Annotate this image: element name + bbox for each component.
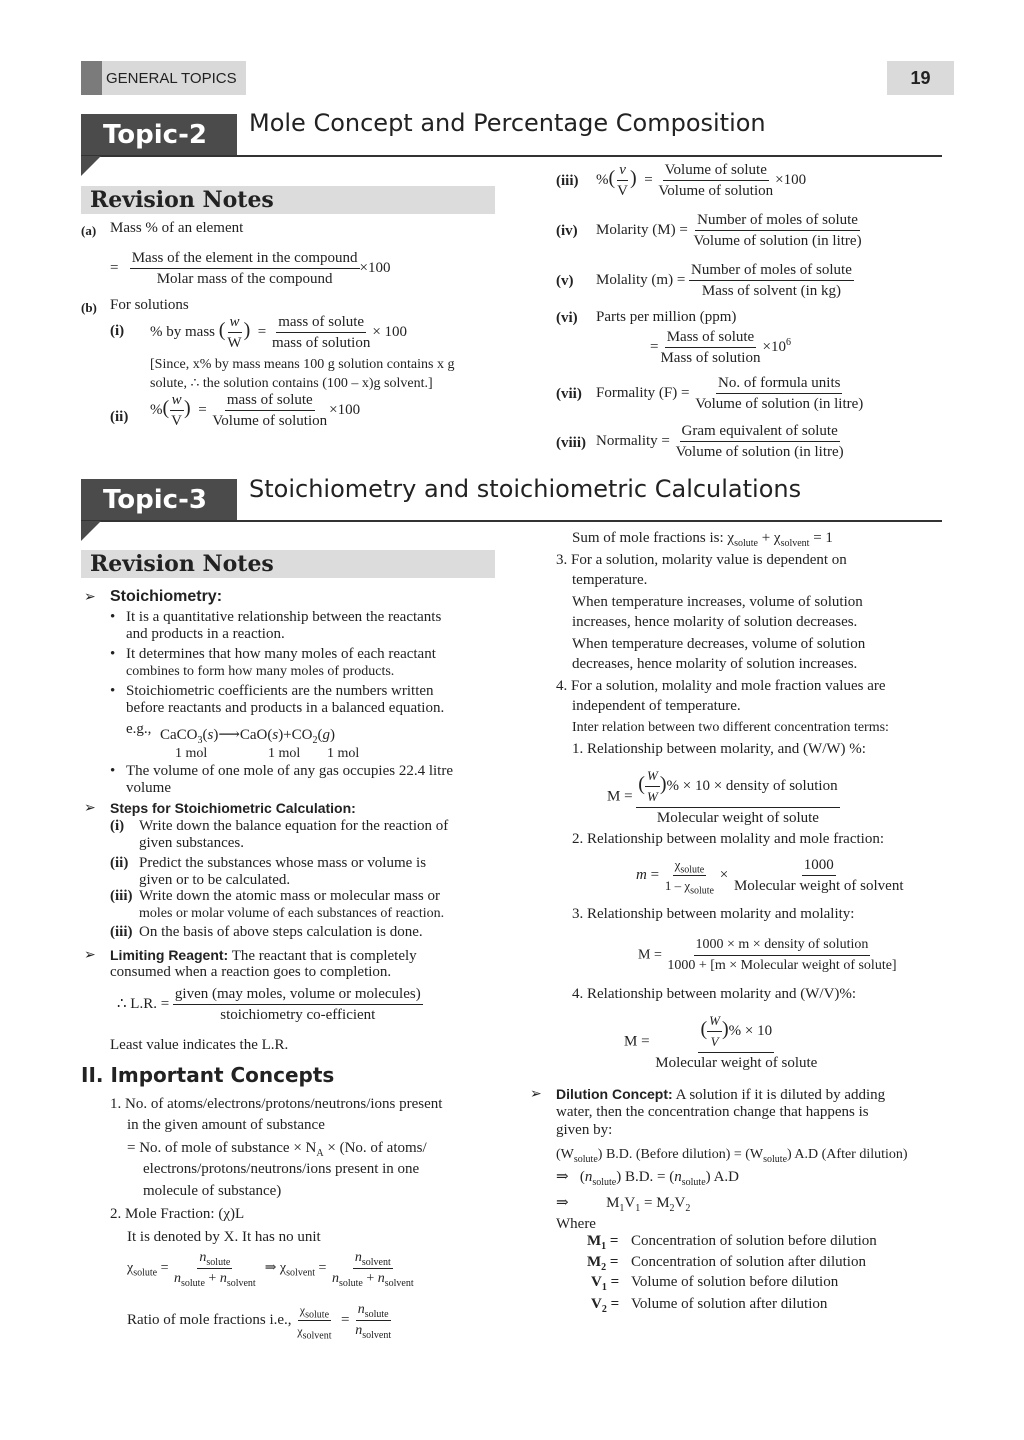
item-label: (vi) — [556, 310, 578, 326]
page-number: 19 — [887, 61, 954, 95]
lr-formula: ∴ L.R. = $\frac{\text{given (may moles, volume or molecules)}}{\text{stoichiometry co-efficient}}$ — [117, 986, 421, 1023]
item-label: (iii) — [556, 173, 579, 189]
bullet-icon: • — [110, 683, 116, 699]
definition-text: Concentration of solution before dilution — [631, 1233, 877, 1249]
molarity-formula: Molarity (M) = $\frac{\text{Number of moles of solute}}{\text{Volume of solution (in litre)}}$ — [596, 212, 862, 249]
step-text: Write down the balance equation for the reaction of — [139, 818, 449, 834]
bullet-text: It is a quantitative relationship between the reactants — [126, 609, 442, 625]
step-text: Predict the substances whose mass or volume is — [139, 855, 427, 871]
topic-2-label: Topic-2 — [81, 114, 237, 156]
arrow-bullet-icon: ➢ — [530, 1087, 542, 1102]
mole-fraction-formula: $\chi_{solute}$ = $\frac{n_{solute}}{n_{solute} + n_{solvent}}$ ⇒ $\chi_{solvent}$ = $\frac{n_{solvent}}{n_{solute} + n_{solvent}}$ — [127, 1250, 414, 1289]
definition-text: Volume of solution before dilution — [631, 1274, 839, 1290]
topic-3-label: Topic-3 — [81, 479, 237, 521]
mol-label: 1 mol — [268, 746, 301, 761]
relationship-heading: 2. Relationship between molality and mole fraction: — [572, 831, 885, 847]
steps-heading: Steps for Stoichiometric Calculation: — [110, 800, 356, 816]
molality-formula: Molality (m) = $\frac{\text{Number of moles of solute}}{\text{Mass of solvent (in kg)}}$ — [596, 262, 852, 299]
symbol-v1: $V_1$ = — [591, 1274, 620, 1293]
topic-2-corner — [81, 156, 101, 176]
topic-2-rule — [81, 155, 942, 157]
topic-3-title: Stoichiometry and stoichiometric Calculations — [249, 475, 802, 503]
ratio-formula: Ratio of mole fractions i.e., $\frac{\chi_{solute}}{\chi_{solvent}}$ = $\frac{n_{solute}}{n_{solvent}}$ — [127, 1302, 392, 1342]
concept-text: 2. Mole Fraction: (χ)L — [110, 1206, 245, 1222]
bullet-text: Stoichiometric coefficients are the numbers written — [126, 683, 434, 699]
dilution-text: given by: — [556, 1122, 613, 1138]
definition-text: Volume of solution after dilution — [631, 1296, 828, 1312]
step-text: On the basis of above steps calculation is done. — [139, 924, 423, 940]
item-label: (b) — [81, 300, 97, 315]
relationship-heading: 1. Relationship between molarity, and (W/W) %: — [572, 741, 866, 757]
limiting-reagent-text: Limiting Reagent: The reactant that is completely — [110, 947, 417, 964]
arrow-bullet-icon: ➢ — [84, 948, 96, 963]
mol-label: 1 mol — [175, 746, 208, 761]
step-label: (iii) — [110, 888, 133, 904]
point-text: temperature. — [572, 572, 648, 588]
revision-notes-heading: Revision Notes — [81, 186, 495, 214]
concept-text: electrons/protons/neutrons/ions present in one — [143, 1161, 420, 1177]
sum-mole-fractions: Sum of mole fractions is: $\chi_{solute} + \chi_{solvent} = 1$ — [572, 530, 833, 549]
dilution-text: Dilution Concept: A solution if it is diluted by adding — [556, 1086, 886, 1103]
bullet-text: It determines that how many moles of each reactant — [126, 646, 436, 662]
concept-text: 1. No. of atoms/electrons/protons/neutrons/ions present — [110, 1096, 443, 1112]
item-label: (iv) — [556, 223, 578, 239]
item-label: (i) — [110, 323, 125, 339]
section-title: GENERAL TOPICS — [106, 70, 237, 87]
point-text: decreases, hence molarity of solution increases. — [572, 656, 858, 672]
normality-formula: Normality = $\frac{\text{Gram equivalent of solute}}{\text{Volume of solution (in litre)}}$ — [596, 423, 844, 460]
ppm-text: Parts per million (ppm) — [596, 309, 737, 325]
definition-text: Concentration of solution after dilution — [631, 1254, 866, 1270]
concept-formula: = No. of mole of substance × $N_A \times (No$. of atoms/ — [127, 1140, 427, 1159]
mass-percent-text: Mass % of an element — [110, 220, 244, 236]
section-header — [81, 61, 246, 95]
step-label: (i) — [110, 818, 125, 834]
topic-3-rule — [81, 520, 942, 522]
since-note: solute, ∴ the solution contains (100 – x)g solvent.] — [150, 376, 433, 391]
step-label: (ii) — [110, 855, 129, 871]
ppm-formula: = $\frac{\text{Mass of solute}}{\text{Mass of solution}}$ $\times 10^6$ — [650, 329, 791, 366]
concept-text: It is denoted by X. It has no unit — [127, 1229, 321, 1245]
bullet-icon: • — [110, 609, 116, 625]
point-text: Inter relation between two different concentration terms: — [572, 720, 889, 735]
topic-3-corner — [81, 521, 101, 541]
mass-percent-formula: = $\frac{\text{Mass of the element in the compound}}{\text{Molar mass of the compound}}$ ×100 — [110, 250, 391, 287]
revision-notes-heading: Revision Notes — [81, 550, 495, 578]
arrow-bullet-icon: ➢ — [84, 801, 96, 816]
bullet-text: before reactants and products in a balanced equation. — [126, 700, 445, 716]
point-text: 4. For a solution, molality and mole fraction values are — [556, 678, 886, 694]
step-text: given substances. — [139, 835, 244, 851]
bullet-text: combines to form how many moles of products. — [126, 664, 395, 679]
for-solutions-text: For solutions — [110, 297, 189, 313]
dilution-eq-1: $(W_{solute})$ B.D. (Before dilution) = $(W_{solute})$ A.D (After dilution) — [556, 1147, 908, 1165]
relationship-3-formula: M = $\frac{\text{1000 × m × density of solution}}{\text{1000 + [m × Molecular weight of solute]}}$ — [638, 937, 897, 973]
item-label: (vii) — [556, 386, 582, 402]
relationship-heading: 3. Relationship between molarity and molality: — [572, 906, 855, 922]
item-label: (viii) — [556, 435, 586, 451]
mol-label: 1 mol — [327, 746, 360, 761]
step-text: Write down the atomic mass or molecular mass or — [139, 888, 440, 904]
item-label: (v) — [556, 273, 574, 289]
where-label: Where — [556, 1216, 596, 1232]
relationship-1-formula: M = ( $\frac{W}{W}$ )% × 10 × density of solution Molecular weight of solute — [607, 768, 838, 826]
relationship-2-formula: m = $\frac{\chi_{solute}}{1 - \chi_{solute}}$ × $\frac{1000}{\text{Molecular weight of solvent}}$ — [636, 857, 904, 897]
formality-formula: Formality (F) = $\frac{\text{No. of formula units}}{\text{Volume of solution (in litre)}}$ — [596, 375, 864, 412]
important-concepts-heading: II. Important Concepts — [81, 1063, 335, 1087]
bullet-text: The volume of one mole of any gas occupies 22.4 litre — [126, 763, 453, 779]
symbol-v2: $V_2$ = — [591, 1296, 620, 1315]
step-text: moles or molar volume of each substances of reaction. — [139, 906, 445, 921]
step-label: (iii) — [110, 924, 133, 940]
step-text: given or to be calculated. — [139, 872, 291, 888]
bullet-icon: • — [110, 763, 116, 779]
point-text: When temperature decreases, volume of solution — [572, 636, 866, 652]
symbol-m2: $M_2$ = — [587, 1254, 619, 1273]
dilution-text: water, then the concentration change that happens is — [556, 1104, 869, 1120]
symbol-m1: $M_1$ = — [587, 1233, 619, 1252]
dilution-eq-3: ⇒ $M_1V_1 = M_2V_2$ — [556, 1195, 691, 1214]
concept-text: in the given amount of substance — [127, 1117, 325, 1133]
limiting-reagent-text: consumed when a reaction goes to completion. — [110, 964, 392, 980]
reaction-equation: $CaCO_3(s)⟶CaO(s)+CO_2(g)$ — [160, 727, 335, 746]
item-label: (a) — [81, 223, 97, 238]
percent-by-mass-formula: % by mass ( $\frac{w}{W}$ ) = $\frac{\text{mass of solute}}{\text{mass of solution}}$ × 100 — [150, 314, 408, 351]
bullet-text: volume — [126, 780, 171, 796]
bullet-text: and products in a reaction. — [126, 626, 285, 642]
point-text: independent of temperature. — [572, 698, 741, 714]
point-text: When temperature increases, volume of solution — [572, 594, 863, 610]
stoichiometry-heading: Stoichiometry: — [110, 588, 223, 605]
least-value-text: Least value indicates the L.R. — [110, 1037, 289, 1053]
bullet-icon: • — [110, 646, 116, 662]
item-label: (ii) — [110, 409, 129, 425]
point-text: increases, hence molarity of solution decreases. — [572, 614, 858, 630]
relationship-heading: 4. Relationship between molarity and (W/V)%: — [572, 986, 857, 1002]
point-text: 3. For a solution, molarity value is dependent on — [556, 552, 847, 568]
dilution-eq-2: ⇒ $(n_{solute}) B.D$. = $(n_{solute})$ A.D — [556, 1169, 739, 1188]
percent-v-v-formula: %( $\frac{v}{V}$ ) = $\frac{\text{Volume of solute}}{\text{Volume of solution}}$ ×100 — [596, 162, 807, 199]
arrow-bullet-icon: ➢ — [84, 590, 96, 605]
topic-2-title: Mole Concept and Percentage Composition — [249, 109, 766, 137]
example-label: e.g., — [126, 721, 152, 737]
since-note: [Since, x% by mass means 100 g solution contains x g — [150, 357, 455, 372]
concept-text: molecule of substance) — [143, 1183, 282, 1199]
relationship-4-formula: M = ( $\frac{W}{V}$ )% × 10 Molecular weight of solute — [624, 1013, 818, 1071]
percent-w-v-formula: %( $\frac{w}{V}$ ) = $\frac{\text{mass of solute}}{\text{Volume of solution}}$ ×100 — [150, 392, 361, 429]
